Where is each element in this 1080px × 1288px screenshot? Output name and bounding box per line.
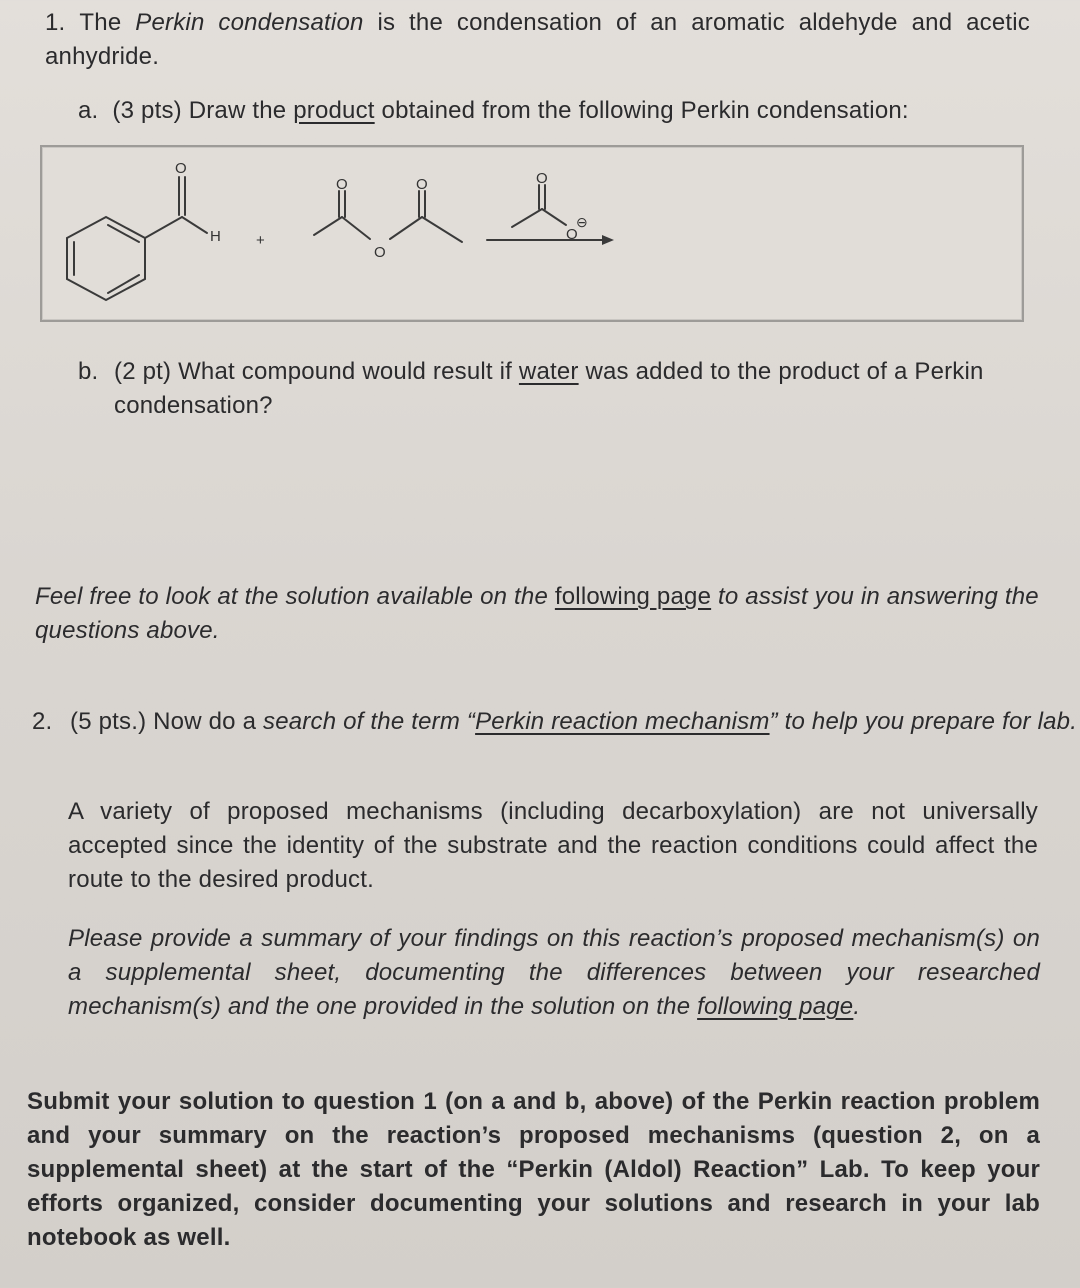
bond bbox=[314, 217, 342, 235]
question-1 bbox=[45, 6, 1030, 74]
question-1-text: The bbox=[79, 9, 136, 36]
bond bbox=[342, 217, 370, 239]
reaction-scheme-box bbox=[40, 145, 1024, 322]
bond bbox=[512, 209, 542, 227]
term-perkin-condensation: Perkin condensation bbox=[135, 9, 364, 36]
bond bbox=[422, 217, 462, 242]
atom-label-o: O bbox=[374, 244, 386, 261]
question-2 bbox=[32, 705, 1080, 739]
atom-label-o: O bbox=[566, 226, 578, 243]
question-1b-text: (2 pt) What compound would result if bbox=[114, 358, 519, 385]
question-2-text-italic: search of the term “ bbox=[263, 708, 476, 735]
summary-instructions-text: Please provide a summary of your findings on this reaction’s proposed mechanism(s) on a supplemental sheet, documenting the differences between your researched mechanism(s) and the one provided in the solution on the bbox=[68, 925, 1040, 1020]
summary-instructions-end: . bbox=[853, 993, 861, 1020]
question-2-number: 2. bbox=[32, 708, 53, 735]
question-1a-text-end: obtained from the following Perkin condensation: bbox=[374, 97, 909, 124]
question-1b-label: b. bbox=[78, 358, 99, 385]
question-2-text-end: ” to help you prepare for lab. bbox=[769, 708, 1078, 735]
reaction-scheme bbox=[42, 147, 1022, 320]
bond bbox=[390, 217, 422, 239]
reaction-arrow-head bbox=[602, 235, 614, 245]
bond bbox=[145, 217, 182, 238]
mechanism-paragraph bbox=[68, 795, 1038, 897]
question-1a bbox=[78, 94, 1028, 128]
solution-note bbox=[35, 580, 1040, 648]
question-1b bbox=[78, 355, 1074, 423]
mechanism-paragraph-text: A variety of proposed mechanisms (including decarboxylation) are not universally accepted since the identity of the substrate and the reaction conditions could affect the route to the desired product. bbox=[68, 798, 1038, 893]
bond bbox=[182, 217, 207, 233]
atom-label-o: O bbox=[175, 160, 187, 177]
atom-label-o: O bbox=[536, 170, 548, 187]
atom-label-o: O bbox=[416, 176, 428, 193]
benzene-ring bbox=[67, 217, 145, 300]
atom-label-h: H bbox=[210, 228, 221, 245]
search-term-perkin-reaction-mechanism: Perkin reaction mechanism bbox=[475, 708, 770, 735]
following-page-link: following page bbox=[554, 583, 712, 610]
submission-instructions-text: Submit your solution to question 1 (on a and b, above) of the Perkin reaction problem and your summary on the reaction’s proposed mechanisms (question 2, on a supplemental sheet) at the start of the “Perkin (Aldol) Reaction” Lab. To keep your efforts organized, consider documenting your solutions and research in your lab notebook as well. bbox=[27, 1088, 1040, 1251]
note-text-end: to assist you in answering the questions above. bbox=[35, 583, 1039, 644]
submission-instructions bbox=[27, 1085, 1040, 1255]
summary-instructions bbox=[68, 922, 1040, 1024]
note-text: Feel free to look at the solution available on the bbox=[35, 583, 555, 610]
following-page-link: following page bbox=[697, 993, 854, 1020]
question-1-number: 1. bbox=[45, 9, 66, 36]
bond bbox=[542, 209, 566, 225]
question-1b-text-end: was added to the product of a Perkin condensation? bbox=[114, 358, 984, 419]
question-2-text: (5 pts.) Now do a bbox=[70, 708, 264, 735]
underlined-product: product bbox=[293, 97, 375, 124]
plus-sign: + bbox=[256, 232, 265, 249]
negative-charge-icon: ⊖ bbox=[576, 214, 588, 230]
underlined-water: water bbox=[518, 358, 579, 385]
question-1a-text: (3 pts) Draw the bbox=[112, 97, 294, 124]
question-1a-label: a. bbox=[78, 97, 99, 124]
question-1-text-end: is the condensation of an aromatic aldehyde and acetic anhydride. bbox=[45, 9, 1031, 70]
atom-label-o: O bbox=[336, 176, 348, 193]
